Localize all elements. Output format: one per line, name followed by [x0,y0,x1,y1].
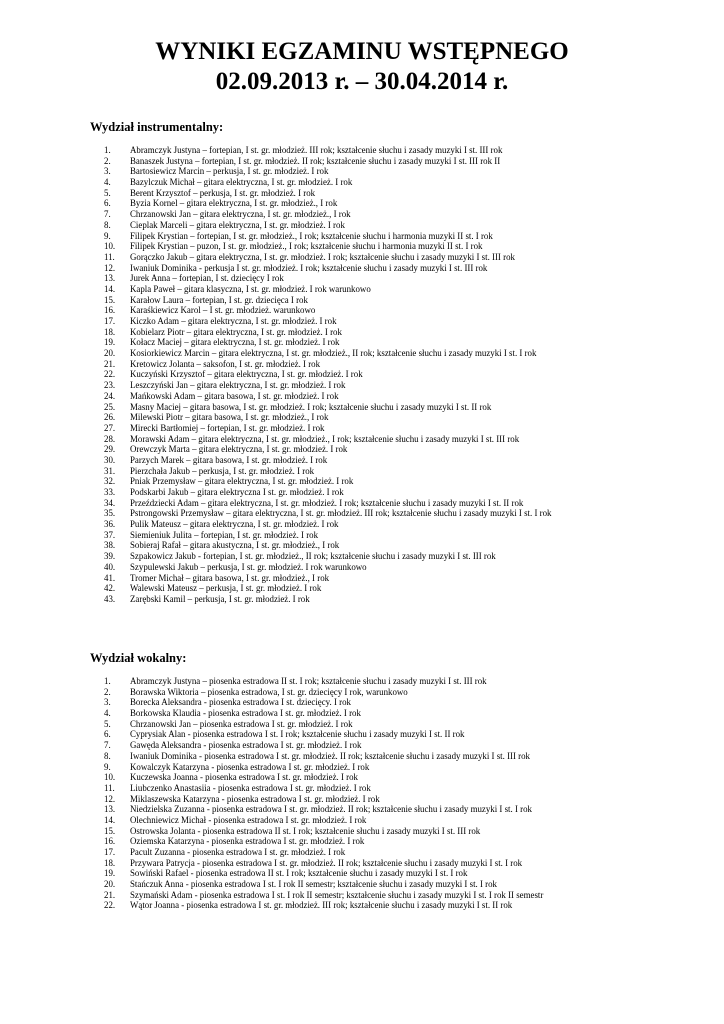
list-item [104,348,704,359]
list-item [104,241,704,252]
list-item [104,284,704,295]
list-item-number: 23. [104,380,116,391]
list-item-text: Kapla Paweł – gitara klasyczna, I st. gr. młodzież. I rok warunkowo [130,283,371,294]
list-item [104,220,704,231]
list-item-number: 17. [104,847,116,857]
list-item-text: Morawski Adam – gitara elektryczna, I st. gr. młodzież., I rok; kształcenie słuchu i zasady muzyki I st. III rok [130,433,520,444]
list-item [104,719,704,730]
list-item [104,391,704,402]
list-item-number: 7. [104,209,111,220]
list-item [104,444,704,455]
list-item-number: 12. [104,262,116,273]
list-item [104,697,704,708]
list-item-number: 24. [104,390,116,401]
list-item [104,676,704,687]
list-item-number: 34. [104,497,116,508]
list-item-number: 3. [104,697,111,708]
list-item-text: Karałow Laura – fortepian, I st. gr. dziecięca I rok [130,294,308,305]
list-item [104,804,704,815]
list-item-number: 17. [104,316,116,326]
list-item-number: 21. [104,358,116,369]
list-item-text: Podskarbi Jakub – gitara elektryczna I st. gr. młodzież. I rok [130,487,344,497]
list-item-text: Pierzchała Jakub – perkusja, I st. gr. młodzież. I rok [130,465,315,476]
list-item-text: Iwaniuk Dominika - piosenka estradowa I st. gr. młodzież. II rok; kształcenie słuchu i zasady muzyki I st. III rok [130,750,530,761]
list-item-number: 21. [104,889,116,900]
list-item-number: 37. [104,529,116,540]
list-item-text: Walewski Mateusz – perkusja, I st. gr. młodzież. I rok [130,583,322,594]
list-item-number: 26. [104,412,116,423]
list-item [104,263,704,274]
list-item-text: Kretowicz Jolanta – saksofon, I st. gr. młodzież. I rok [130,358,321,369]
list-item [104,519,704,530]
list-item [104,466,704,477]
list-item [104,423,704,434]
list-item-text: Szpakowicz Jakub - fortepian, I st. gr. młodzież., II rok; kształcenie słuchu i zasady muzyki I st. III rok [130,551,496,562]
list-item-text: Ostrowska Jolanta - piosenka estradowa II st. I rok; kształcenie słuchu i zasady muzyki I st. III rok [130,825,481,836]
list-item [104,337,704,348]
list-item [104,487,704,498]
list-item-number: 8. [104,750,111,761]
section-heading-vocal: Wydział wokalny: [90,651,187,665]
list-item-number: 32. [104,476,116,487]
list-item [104,380,704,391]
list-item [104,540,704,551]
list-item-text: Stańczuk Anna - piosenka estradowa I st. I rok II semestr; kształcenie słuchu i zasady muzyki I st. I rok [130,879,497,890]
list-item-text: Kołacz Maciej – gitara elektryczna, I st. gr. młodzież. I rok [130,337,340,348]
list-item-text: Przeździecki Adam – gitara elektryczna, I st. gr. młodzież. I rok; kształcenie słuchu i zasady muzyki I st. II rok [130,497,524,508]
list-item-text: Bartosiewicz Marcin – perkusja, I st. gr. młodzież. I rok [130,166,329,177]
list-item-number: 40. [104,561,116,572]
list-item-text: Kuczewska Joanna - piosenka estradowa I st. gr. młodzież. I rok [130,772,358,783]
list-item-number: 2. [104,155,111,166]
list-item-text: Mańkowski Adam – gitara basowa, I st. gr. młodzież. I rok [130,390,339,401]
list-item-number: 39. [104,551,116,562]
list-item [104,305,704,316]
list-item-number: 11. [104,251,115,262]
list-item-text: Sobieraj Rafał – gitara akustyczna, I st. gr. młodzież., I rok [130,540,340,551]
list-item-text: Kuczyński Krzysztof – gitara elektryczna, I st. gr. młodzież. I rok [130,369,363,380]
list-item-text: Oziemska Katarzyna - piosenka estradowa I st. gr. młodzież. I rok [130,836,365,847]
list-item [104,879,704,890]
list-item-text: Gorączko Jakub – gitara elektryczna, I st. gr. młodzież. I rok; kształcenie słuchu i zasady muzyki I st. III rok [130,251,515,262]
list-item-text: Kosiorkiewicz Marcin – gitara elektryczna, I st. gr. młodzież., II rok; kształcenie słuchu i zasady muzyki I st. I rok [130,348,537,359]
list-item-text: Bazylczuk Michał – gitara elektryczna, I st. gr. młodzież. I rok [130,177,353,188]
list-item-text: Abramczyk Justyna – piosenka estradowa II st. I rok; kształcenie słuchu i zasady muzyki I st. III rok [130,676,487,686]
list-item-number: 35. [104,508,116,519]
list-item [104,530,704,541]
list-item [104,166,704,177]
list-item [104,751,704,762]
list-item-text: Masny Maciej – gitara basowa, I st. gr. młodzież. I rok; kształcenie słuchu i zasady muzyki I st. II rok [130,401,492,412]
list-item [104,687,704,698]
list-item [104,583,704,594]
list-item-number: 25. [104,401,116,412]
list-item-text: Kobielarz Piotr – gitara elektryczna, I st. gr. młodzież. I rok [130,326,342,337]
list-item-text: Szymański Adam - piosenka estradowa I st. I rok II semestr; kształcenie słuchu i zasady muzyki I st. I rok II semestr [130,889,544,900]
list-item [104,858,704,869]
list-item-number: 16. [104,305,116,316]
list-item [104,327,704,338]
list-item-text: Wątor Joanna - piosenka estradowa I st. gr. młodzież. III rok; kształcenie słuchu i zasady muzyki I st. II rok [130,900,513,911]
document-title: WYNIKI EGZAMINU WSTĘPNEGO [155,38,569,65]
list-item [104,209,704,220]
list-item [104,729,704,740]
list-item-text: Pulik Mateusz – gitara elektryczna, I st. gr. młodzież. I rok [130,519,339,530]
list-item [104,177,704,188]
list-item-number: 43. [104,593,116,604]
list-item [104,826,704,837]
list-item-text: Cyprysiak Alan - piosenka estradowa I st. I rok; kształcenie słuchu i zasady muzyki I st. II rok [130,729,465,740]
list-item-number: 30. [104,454,116,465]
list-item-number: 22. [104,900,116,911]
list-item-text: Milewski Piotr – gitara basowa, I st. gr. młodzież., I rok [130,412,329,423]
list-item [104,772,704,783]
list-item [104,145,704,156]
list-item-text: Abramczyk Justyna – fortepian, I st. gr. młodzież. III rok; kształcenie słuchu i zasady muzyki I st. III rok [130,145,503,155]
list-item-number: 33. [104,487,116,497]
list-item [104,762,704,773]
list-item-number: 15. [104,825,116,836]
list-item-text: Przywara Patrycja - piosenka estradowa I st. gr. młodzież. II rok; kształcenie słuchu i zasady muzyki I st. I rok [130,857,523,868]
list-item-text: Mirecki Bartłomiej – fortepian, I st. gr. młodzież. I rok [130,422,325,433]
list-item-text: Jurek Anna – fortepian, I st. dziecięcy I rok [130,273,284,284]
list-item [104,252,704,263]
list-item-number: 42. [104,583,116,594]
list-item-text: Pstrongowski Przemysław – gitara elektryczna, I st. gr. młodzież. III rok; kształcenie słuchu i zasady muzyki I st. I rok [130,508,552,519]
list-item-text: Parzych Marek – gitara basowa, I st. gr. młodzież. I rok [130,454,328,465]
vocal-results-list [104,676,704,911]
list-item [104,740,704,751]
list-item-number: 12. [104,793,116,804]
list-item [104,890,704,901]
list-item [104,295,704,306]
list-item-text: Filipek Krystian – puzon, I st. gr. młodzież., I rok; kształcenie słuchu i harmonia muzyki II st. I rok [130,241,483,252]
list-item-text: Filipek Krystian – fortepian, I st. gr. młodzież., I rok; kształcenie słuchu i harmonia muzyki II st. I rok [130,230,493,241]
list-item-number: 5. [104,187,111,198]
list-item-text: Gawęda Aleksandra - piosenka estradowa I st. gr. młodzież. I rok [130,740,362,751]
list-item [104,369,704,380]
list-item-number: 6. [104,729,111,740]
list-item-number: 20. [104,879,116,890]
list-item [104,402,704,413]
list-item-number: 38. [104,540,116,551]
list-item-number: 28. [104,433,116,444]
list-item [104,476,704,487]
list-item-number: 10. [104,772,116,783]
list-item-number: 9. [104,761,111,772]
list-item-text: Berent Krzysztof – perkusja, I st. gr. młodzież. I rok [130,187,316,198]
list-item-number: 29. [104,444,116,455]
list-item-number: 19. [104,337,116,348]
list-item-number: 11. [104,782,115,793]
list-item-text: Siemieniuk Julita – fortepian, I st. gr. młodzież. I rok [130,529,319,540]
list-item-text: Niedzielska Zuzanna - piosenka estradowa I st. gr. młodzież. II rok; kształcenie słuchu i zasady muzyki I st. I rok [130,804,532,815]
list-item-text: Karaśkiewicz Karol – I st. gr. młodzież. warunkowo [130,305,316,316]
list-item [104,868,704,879]
list-item-number: 18. [104,857,116,868]
list-item-text: Sowiński Rafael - piosenka estradowa II st. I rok; kształcenie słuchu i zasady muzyki I st. I rok [130,868,468,879]
list-item-text: Borawska Wiktoria – piosenka estradowa, I st. gr. dziecięcy I rok, warunkowo [130,686,408,697]
list-item [104,273,704,284]
list-item [104,359,704,370]
list-item-text: Leszczyński Jan – gitara elektryczna, I st. gr. młodzież. I rok [130,380,346,391]
list-item-number: 1. [104,676,111,686]
list-item-number: 4. [104,708,111,719]
list-item-number: 31. [104,465,116,476]
list-item-text: Pacult Zuzanna - piosenka estradowa I st. gr. młodzież. I rok [130,847,346,857]
list-item-text: Kiczko Adam – gitara elektryczna, I st. gr. młodzież. I rok [130,316,337,326]
list-item-number: 22. [104,369,116,380]
list-item-number: 10. [104,241,116,252]
list-item-text: Byzia Kornel – gitara elektryczna, I st. gr. młodzież., I rok [130,198,338,209]
list-item-number: 2. [104,686,111,697]
list-item-number: 15. [104,294,116,305]
list-item [104,783,704,794]
instrumental-results-list [104,145,704,605]
list-item-number: 14. [104,283,116,294]
list-item-number: 20. [104,348,116,359]
list-item-text: Borecka Aleksandra - piosenka estradowa I st. dziecięcy. I rok [130,697,351,708]
list-item [104,498,704,509]
list-item-text: Kowalczyk Katarzyna - piosenka estradowa I st. gr. młodzież. I rok [130,761,370,772]
list-item-number: 14. [104,814,116,825]
list-item [104,594,704,605]
list-item [104,551,704,562]
list-item [104,198,704,209]
list-item-number: 6. [104,198,111,209]
list-item-text: Chrzanowski Jan – piosenka estradowa I st. gr. młodzież. I rok [130,718,353,729]
list-item-number: 5. [104,718,111,729]
list-item-text: Tromer Michał – gitara basowa, I st. gr. młodzież., I rok [130,572,330,583]
list-item-number: 7. [104,740,111,751]
list-item [104,562,704,573]
list-item-text: Banaszek Justyna – fortepian, I st. gr. młodzież. II rok; kształcenie słuchu i zasady muzyki I st. III rok II [130,155,501,166]
list-item [104,836,704,847]
list-item-number: 1. [104,145,111,155]
list-item-text: Borkowska Klaudia - piosenka estradowa I st. gr. młodzież. I rok [130,708,361,719]
list-item-text: Miklaszewska Katarzyna - piosenka estradowa I st. gr. młodzież. I rok [130,793,380,804]
list-item-text: Liubczenko Anastasiia - piosenka estradowa I st. gr. młodzież. I rok [130,782,371,793]
list-item [104,847,704,858]
list-item [104,231,704,242]
list-item [104,900,704,911]
list-item [104,573,704,584]
list-item [104,412,704,423]
list-item [104,156,704,167]
list-item [104,188,704,199]
list-item-number: 13. [104,804,116,815]
list-item-number: 9. [104,230,111,241]
list-item [104,508,704,519]
list-item-number: 4. [104,177,111,188]
list-item [104,708,704,719]
list-item [104,434,704,445]
list-item-text: Orewczyk Marta – gitara elektryczna, I st. gr. młodzież. I rok [130,444,348,455]
list-item-text: Chrzanowski Jan – gitara elektryczna, I st. gr. młodzież., I rok [130,209,351,220]
list-item [104,316,704,327]
section-heading-instrumental: Wydział instrumentalny: [90,120,224,134]
list-item [104,455,704,466]
list-item-text: Pniak Przemysław – gitara elektryczna, I st. gr. młodzież. I rok [130,476,354,487]
list-item-text: Iwaniuk Dominika - perkusja I st. gr. młodzież. I rok; kształcenie słuchu i zasady muzyki I st. III rok [130,262,488,273]
list-item-number: 16. [104,836,116,847]
list-item-number: 3. [104,166,111,177]
list-item-number: 8. [104,219,111,230]
list-item-text: Cieplak Marceli – gitara elektryczna, I st. gr. młodzież. I rok [130,219,345,230]
list-item-text: Szypulewski Jakub – perkusja, I st. gr. młodzież. I rok warunkowo [130,561,367,572]
list-item-number: 13. [104,273,116,284]
list-item-number: 19. [104,868,116,879]
list-item [104,794,704,805]
list-item-number: 41. [104,572,116,583]
list-item-number: 36. [104,519,116,530]
list-item-number: 27. [104,422,116,433]
list-item-number: 18. [104,326,116,337]
document-date-range: 02.09.2013 r. – 30.04.2014 r. [215,68,509,95]
list-item-text: Olechniewicz Michał - piosenka estradowa I st. gr. młodzież. I rok [130,814,367,825]
list-item [104,815,704,826]
list-item-text: Zarębski Kamil – perkusja, I st. gr. młodzież. I rok [130,593,310,604]
